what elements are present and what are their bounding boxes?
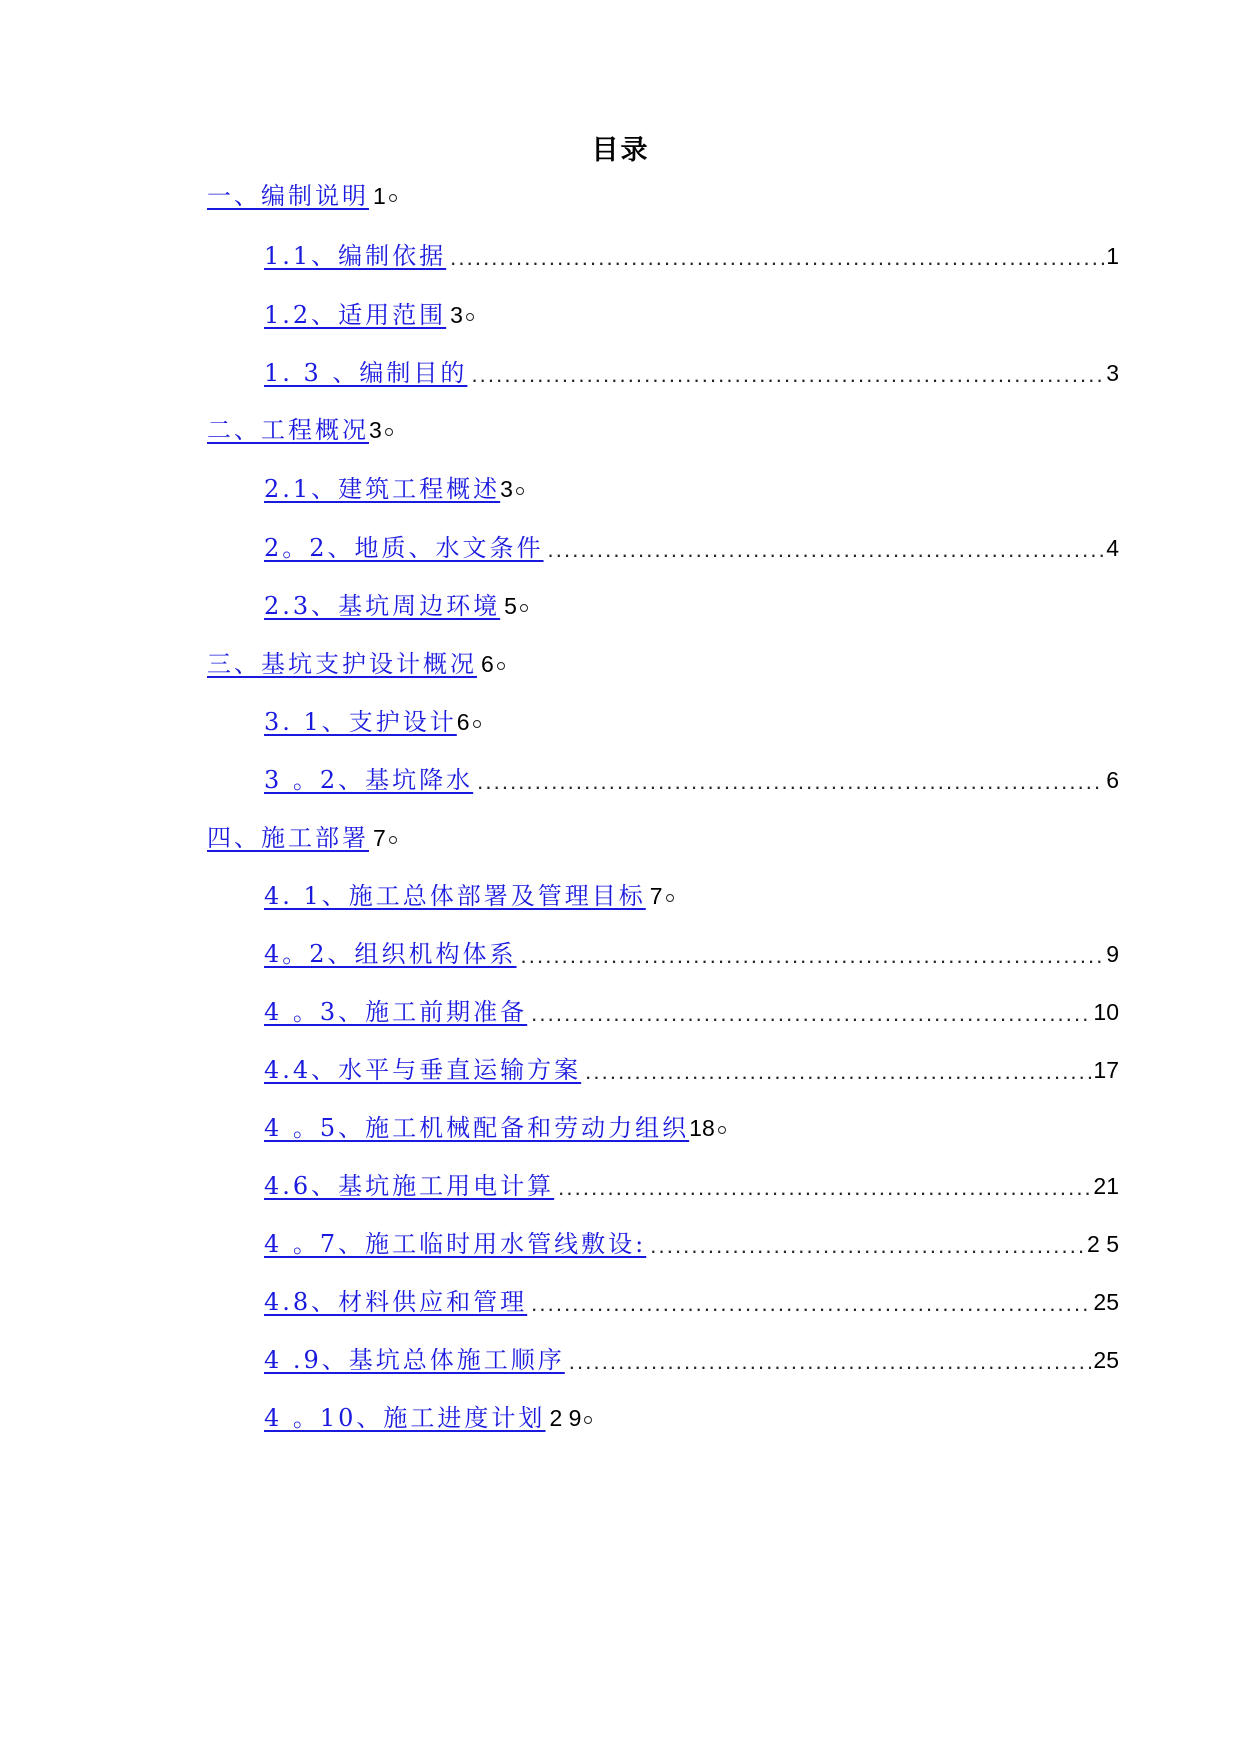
toc-entry-3-2[interactable]: [264, 760, 1119, 796]
toc-title: 目录: [591, 135, 650, 166]
toc-page-4-5: 18: [689, 1115, 715, 1141]
toc-link-4-10[interactable]: 4 。10、施工进度计划: [264, 1404, 546, 1432]
toc-page-3: 6: [481, 651, 494, 677]
toc-page-1-1: 1: [1106, 243, 1119, 269]
toc-page-4-4: 17: [1093, 1057, 1119, 1083]
dot-leader: [569, 1349, 1092, 1373]
toc-page-2-2: 4: [1106, 535, 1119, 561]
toc-page-4-1: 7: [649, 883, 663, 909]
toc-link-2-1[interactable]: 2.1、建筑工程概述: [264, 475, 501, 503]
toc-entry-3[interactable]: [207, 644, 505, 680]
toc-entry-2[interactable]: [207, 410, 393, 446]
toc-link-4-4[interactable]: 4.4、水平与垂直运输方案: [264, 1056, 582, 1084]
toc-link-4-9[interactable]: 4 .9、基坑总体施工顺序: [264, 1346, 565, 1374]
toc-page-2-1: 3: [500, 476, 513, 502]
paragraph-mark-icon: [497, 662, 505, 670]
dot-leader: [450, 245, 1104, 269]
toc-entry-4-4[interactable]: [264, 1050, 1119, 1086]
dot-leader: [548, 537, 1105, 561]
toc-page-4-8: 25: [1093, 1289, 1119, 1315]
toc-page-4-7: 2 5: [1087, 1231, 1119, 1257]
dot-leader: [558, 1175, 1091, 1199]
paragraph-mark-icon: [389, 194, 397, 202]
toc-page-4-10: 2 9: [549, 1405, 582, 1431]
toc-link-1-1[interactable]: 1.1、编制依据: [264, 242, 447, 270]
toc-link-3-1[interactable]: 3. 1、支护设计: [264, 708, 457, 736]
toc-page-4-3: 10: [1093, 999, 1119, 1025]
dot-leader: [521, 943, 1105, 967]
toc-page-1: 1: [373, 183, 386, 209]
paragraph-mark-icon: [516, 487, 524, 495]
toc-entry-1-1[interactable]: [264, 236, 1119, 272]
toc-entry-1[interactable]: [207, 176, 397, 212]
toc-page-4-6: 21: [1093, 1173, 1119, 1199]
toc-entry-2-1[interactable]: [264, 469, 524, 505]
dot-leader: [531, 1001, 1091, 1025]
toc-entry-1-2[interactable]: [264, 295, 474, 331]
toc-link-4-6[interactable]: 4.6、基坑施工用电计算: [264, 1172, 555, 1200]
dot-leader: [471, 362, 1104, 386]
toc-entry-4-2[interactable]: [264, 934, 1119, 970]
toc-link-1[interactable]: 一、编制说明: [207, 182, 369, 210]
toc-entry-4-3[interactable]: [264, 992, 1119, 1028]
toc-entry-4-9[interactable]: [264, 1340, 1119, 1376]
toc-page-4-2: 9: [1106, 941, 1119, 967]
toc-page-1-2: 3: [450, 302, 463, 328]
toc-entry-4-6[interactable]: [264, 1166, 1119, 1202]
toc-page-3-2: 6: [1106, 767, 1119, 793]
toc-entry-2-3[interactable]: [264, 586, 528, 622]
toc-entry-3-1[interactable]: [264, 702, 481, 738]
toc-link-4[interactable]: 四、施工部署: [207, 824, 369, 852]
toc-page-2-3: 5: [504, 593, 517, 619]
dot-leader: [531, 1291, 1091, 1315]
toc-link-3-2[interactable]: 3 。2、基坑降水: [264, 766, 474, 794]
paragraph-mark-icon: [520, 604, 528, 612]
toc-entry-4-1[interactable]: [264, 876, 674, 912]
toc-link-4-8[interactable]: 4.8、材料供应和管理: [264, 1288, 528, 1316]
toc-link-1-3[interactable]: 1. 3 、编制目的: [264, 359, 468, 387]
toc-page-3-1: 6: [456, 709, 470, 735]
paragraph-mark-icon: [385, 428, 393, 436]
toc-page-4: 7: [373, 825, 386, 851]
toc-entry-4[interactable]: [207, 818, 397, 854]
toc-entry-1-3[interactable]: [264, 353, 1119, 389]
paragraph-mark-icon: [389, 836, 397, 844]
paragraph-mark-icon: [584, 1416, 592, 1424]
toc-entry-4-8[interactable]: [264, 1282, 1119, 1318]
toc-link-4-5[interactable]: 4 。5、施工机械配备和劳动力组织: [264, 1114, 690, 1142]
toc-entry-2-2[interactable]: [264, 528, 1119, 564]
dot-leader: [585, 1059, 1091, 1083]
toc-entry-4-5[interactable]: [264, 1108, 726, 1144]
toc-link-4-3[interactable]: 4 。3、施工前期准备: [264, 998, 528, 1026]
toc-link-4-7[interactable]: 4 。7、施工临时用水管线敷设:: [264, 1230, 647, 1258]
toc-link-3[interactable]: 三、基坑支护设计概况: [207, 650, 477, 678]
toc-page-4-9: 25: [1093, 1347, 1119, 1373]
toc-link-2-3[interactable]: 2.3、基坑周边环境: [264, 592, 501, 620]
dot-leader: [477, 769, 1104, 793]
paragraph-mark-icon: [466, 313, 474, 321]
toc-link-2-2[interactable]: 2。2、地质、水文条件: [264, 534, 544, 562]
toc-page-1-3: 3: [1106, 360, 1119, 386]
toc-page-2: 3: [369, 417, 382, 443]
toc-link-1-2[interactable]: 1.2、适用范围: [264, 301, 447, 329]
paragraph-mark-icon: [666, 894, 674, 902]
toc-link-2[interactable]: 二、工程概况: [207, 416, 369, 444]
toc-entry-4-10[interactable]: [264, 1398, 592, 1434]
dot-leader: [650, 1233, 1085, 1257]
toc-link-4-2[interactable]: 4。2、组织机构体系: [264, 940, 517, 968]
paragraph-mark-icon: [718, 1126, 726, 1134]
toc-link-4-1[interactable]: 4. 1、施工总体部署及管理目标: [264, 882, 646, 910]
toc-entry-4-7[interactable]: [264, 1224, 1119, 1260]
paragraph-mark-icon: [473, 720, 481, 728]
